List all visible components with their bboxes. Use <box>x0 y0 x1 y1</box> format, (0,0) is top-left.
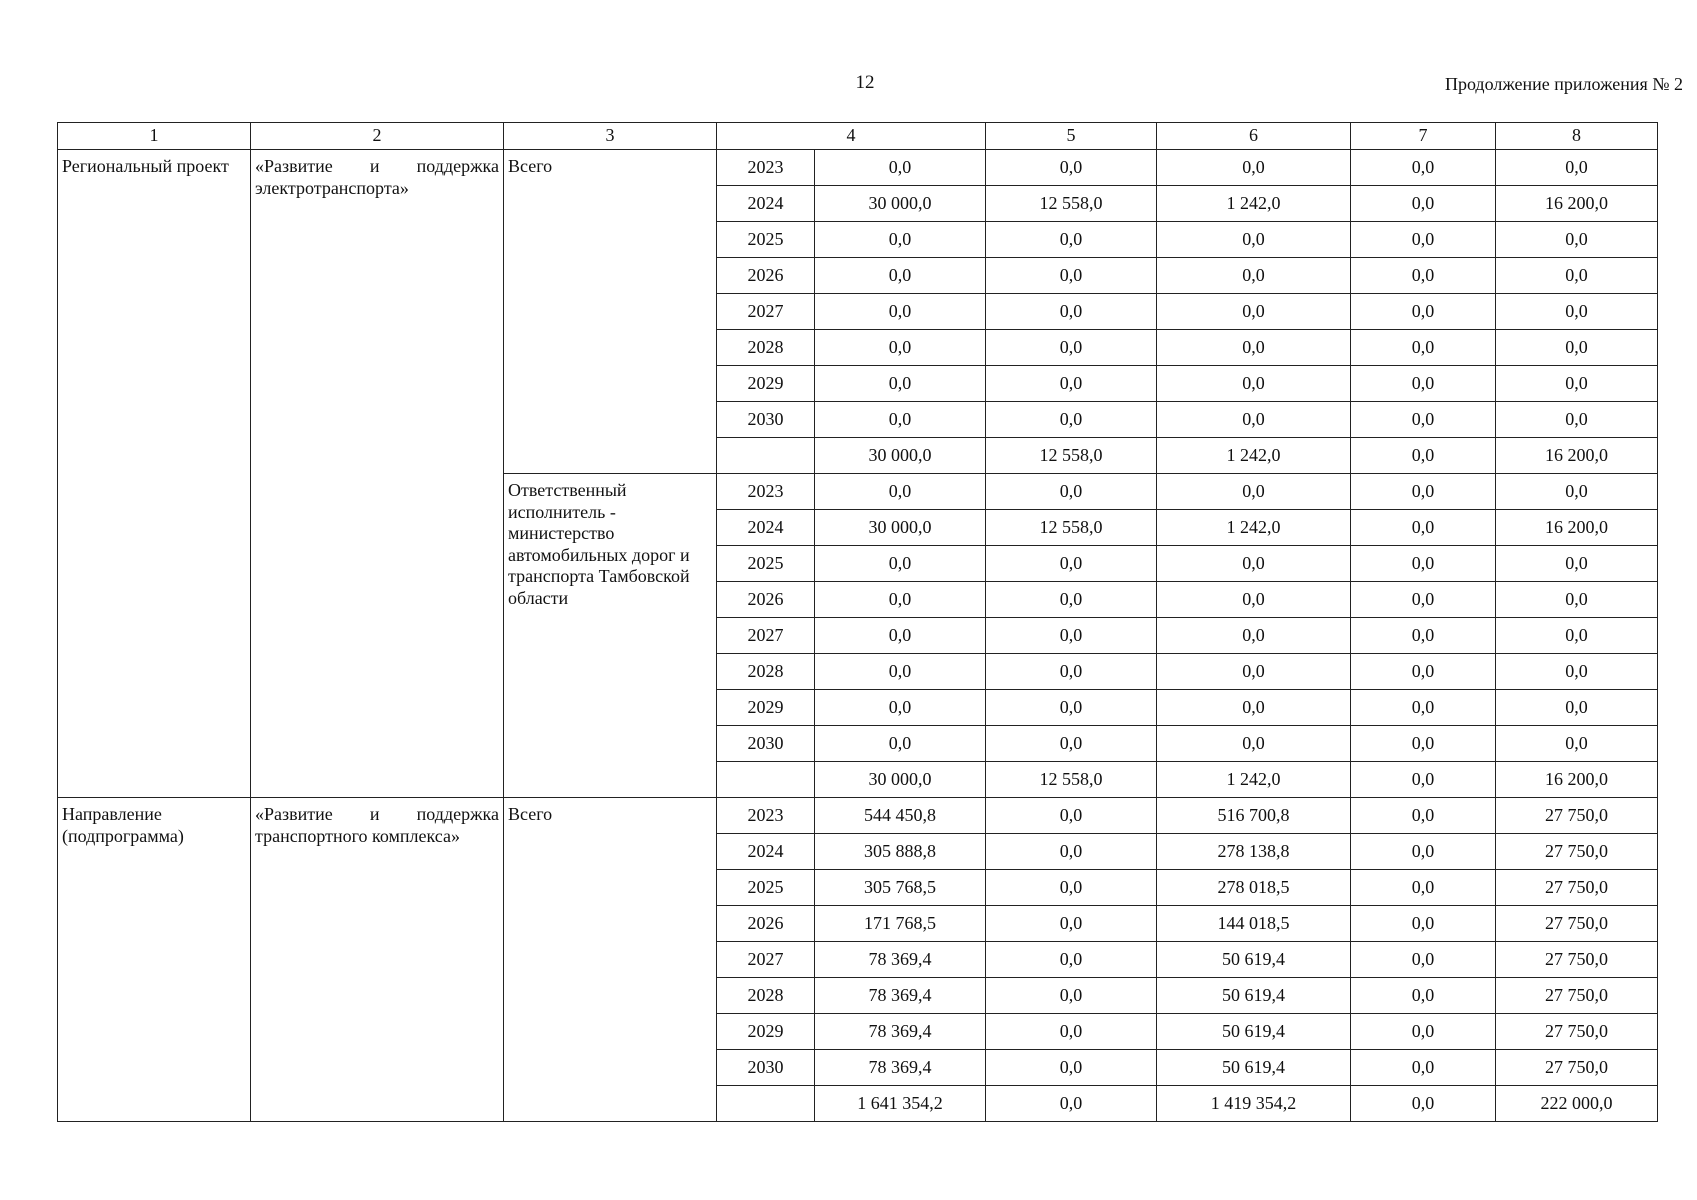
amount-cell: 1 419 354,2 <box>1157 1086 1351 1122</box>
year-cell <box>717 762 815 798</box>
year-cell <box>717 1086 815 1122</box>
amount-cell: 0,0 <box>986 726 1157 762</box>
funding-source-cell: Всего <box>504 150 717 474</box>
column-header: 1 <box>58 123 251 150</box>
amount-cell: 0,0 <box>986 330 1157 366</box>
amount-cell: 27 750,0 <box>1496 870 1658 906</box>
amount-cell: 0,0 <box>815 330 986 366</box>
amount-cell: 0,0 <box>1351 510 1496 546</box>
amount-cell: 0,0 <box>1496 654 1658 690</box>
amount-cell: 0,0 <box>1351 438 1496 474</box>
amount-cell: 0,0 <box>1351 906 1496 942</box>
table-row <box>58 798 1658 834</box>
amount-cell: 0,0 <box>986 582 1157 618</box>
amount-cell: 0,0 <box>1351 762 1496 798</box>
column-header: 2 <box>251 123 504 150</box>
column-header: 7 <box>1351 123 1496 150</box>
amount-cell: 0,0 <box>1496 294 1658 330</box>
amount-cell: 50 619,4 <box>1157 1050 1351 1086</box>
amount-cell: 0,0 <box>1496 582 1658 618</box>
amount-cell: 0,0 <box>815 150 986 186</box>
year-cell: 2023 <box>717 798 815 834</box>
year-cell: 2029 <box>717 1014 815 1050</box>
amount-cell: 27 750,0 <box>1496 1014 1658 1050</box>
column-header: 8 <box>1496 123 1658 150</box>
amount-cell: 50 619,4 <box>1157 1014 1351 1050</box>
year-cell: 2023 <box>717 474 815 510</box>
program-name-cell: «Развитие и поддержка электротранспорта» <box>251 150 504 798</box>
year-cell: 2030 <box>717 1050 815 1086</box>
amount-cell: 0,0 <box>815 726 986 762</box>
amount-cell: 0,0 <box>1351 1086 1496 1122</box>
amount-cell: 0,0 <box>986 870 1157 906</box>
amount-cell: 0,0 <box>1351 1014 1496 1050</box>
amount-cell: 0,0 <box>1351 258 1496 294</box>
amount-cell: 27 750,0 <box>1496 798 1658 834</box>
year-cell: 2026 <box>717 258 815 294</box>
amount-cell: 0,0 <box>1351 366 1496 402</box>
amount-cell: 12 558,0 <box>986 762 1157 798</box>
amount-cell: 78 369,4 <box>815 1050 986 1086</box>
amount-cell: 16 200,0 <box>1496 438 1658 474</box>
amount-cell: 0,0 <box>1351 834 1496 870</box>
amount-cell: 0,0 <box>1157 654 1351 690</box>
amount-cell: 278 018,5 <box>1157 870 1351 906</box>
amount-cell: 16 200,0 <box>1496 762 1658 798</box>
amount-cell: 50 619,4 <box>1157 942 1351 978</box>
year-cell: 2025 <box>717 546 815 582</box>
year-cell: 2026 <box>717 906 815 942</box>
amount-cell: 12 558,0 <box>986 510 1157 546</box>
amount-cell: 0,0 <box>1351 978 1496 1014</box>
amount-cell: 27 750,0 <box>1496 978 1658 1014</box>
year-cell: 2024 <box>717 186 815 222</box>
year-cell <box>717 438 815 474</box>
budget-table <box>57 122 1658 1122</box>
amount-cell: 544 450,8 <box>815 798 986 834</box>
page-number: 12 <box>855 72 875 93</box>
amount-cell: 0,0 <box>1351 690 1496 726</box>
amount-cell: 0,0 <box>986 1050 1157 1086</box>
amount-cell: 1 242,0 <box>1157 510 1351 546</box>
amount-cell: 0,0 <box>1496 402 1658 438</box>
amount-cell: 0,0 <box>1351 186 1496 222</box>
program-name-cell: «Развитие и поддержка транспортного комплекса» <box>251 798 504 1122</box>
amount-cell: 0,0 <box>986 402 1157 438</box>
amount-cell: 0,0 <box>1351 150 1496 186</box>
funding-source-cell: Ответственный исполнитель - министерство автомобильных дорог и транспорта Тамбовской области <box>504 474 717 798</box>
amount-cell: 0,0 <box>1157 294 1351 330</box>
amount-cell: 0,0 <box>1496 474 1658 510</box>
year-cell: 2029 <box>717 366 815 402</box>
amount-cell: 0,0 <box>1157 150 1351 186</box>
column-header: 6 <box>1157 123 1351 150</box>
year-cell: 2024 <box>717 510 815 546</box>
amount-cell: 0,0 <box>986 1086 1157 1122</box>
year-cell: 2024 <box>717 834 815 870</box>
amount-cell: 0,0 <box>1351 330 1496 366</box>
amount-cell: 1 242,0 <box>1157 762 1351 798</box>
year-cell: 2023 <box>717 150 815 186</box>
amount-cell: 0,0 <box>1157 366 1351 402</box>
year-cell: 2030 <box>717 726 815 762</box>
year-cell: 2026 <box>717 582 815 618</box>
amount-cell: 0,0 <box>1351 294 1496 330</box>
amount-cell: 27 750,0 <box>1496 1050 1658 1086</box>
amount-cell: 0,0 <box>986 978 1157 1014</box>
amount-cell: 0,0 <box>815 582 986 618</box>
amount-cell: 0,0 <box>1496 222 1658 258</box>
year-cell: 2028 <box>717 330 815 366</box>
row-type-cell: Направление (подпрограмма) <box>58 798 251 1122</box>
year-cell: 2027 <box>717 942 815 978</box>
amount-cell: 305 888,8 <box>815 834 986 870</box>
year-cell: 2028 <box>717 978 815 1014</box>
amount-cell: 50 619,4 <box>1157 978 1351 1014</box>
amount-cell: 0,0 <box>815 294 986 330</box>
year-cell: 2030 <box>717 402 815 438</box>
amount-cell: 0,0 <box>986 546 1157 582</box>
amount-cell: 30 000,0 <box>815 762 986 798</box>
column-header-row <box>58 123 1658 150</box>
amount-cell: 0,0 <box>1496 546 1658 582</box>
amount-cell: 0,0 <box>986 1014 1157 1050</box>
amount-cell: 305 768,5 <box>815 870 986 906</box>
amount-cell: 0,0 <box>1157 690 1351 726</box>
amount-cell: 0,0 <box>1157 546 1351 582</box>
amount-cell: 0,0 <box>1157 330 1351 366</box>
amount-cell: 1 242,0 <box>1157 186 1351 222</box>
amount-cell: 78 369,4 <box>815 1014 986 1050</box>
amount-cell: 0,0 <box>815 402 986 438</box>
row-type-cell: Региональный проект <box>58 150 251 798</box>
year-cell: 2027 <box>717 618 815 654</box>
column-header: 3 <box>504 123 717 150</box>
amount-cell: 0,0 <box>1351 618 1496 654</box>
amount-cell: 0,0 <box>986 366 1157 402</box>
amount-cell: 1 641 354,2 <box>815 1086 986 1122</box>
amount-cell: 0,0 <box>815 690 986 726</box>
amount-cell: 0,0 <box>1157 402 1351 438</box>
year-cell: 2025 <box>717 870 815 906</box>
amount-cell: 0,0 <box>1351 474 1496 510</box>
amount-cell: 0,0 <box>986 690 1157 726</box>
amount-cell: 0,0 <box>986 798 1157 834</box>
amount-cell: 0,0 <box>1157 726 1351 762</box>
amount-cell: 0,0 <box>1351 942 1496 978</box>
table-row <box>58 150 1658 186</box>
amount-cell: 0,0 <box>1496 690 1658 726</box>
amount-cell: 0,0 <box>1157 222 1351 258</box>
amount-cell: 0,0 <box>986 906 1157 942</box>
amount-cell: 0,0 <box>1496 150 1658 186</box>
amount-cell: 0,0 <box>986 474 1157 510</box>
column-header: 5 <box>986 123 1157 150</box>
amount-cell: 0,0 <box>815 654 986 690</box>
amount-cell: 0,0 <box>1351 654 1496 690</box>
amount-cell: 0,0 <box>815 222 986 258</box>
amount-cell: 0,0 <box>986 258 1157 294</box>
amount-cell: 0,0 <box>1351 402 1496 438</box>
year-cell: 2029 <box>717 690 815 726</box>
amount-cell: 222 000,0 <box>1496 1086 1658 1122</box>
amount-cell: 0,0 <box>986 294 1157 330</box>
amount-cell: 0,0 <box>1351 1050 1496 1086</box>
year-cell: 2027 <box>717 294 815 330</box>
amount-cell: 78 369,4 <box>815 978 986 1014</box>
amount-cell: 30 000,0 <box>815 186 986 222</box>
amount-cell: 0,0 <box>1351 798 1496 834</box>
amount-cell: 0,0 <box>1351 870 1496 906</box>
amount-cell: 0,0 <box>1496 330 1658 366</box>
amount-cell: 0,0 <box>1157 582 1351 618</box>
amount-cell: 16 200,0 <box>1496 510 1658 546</box>
amount-cell: 0,0 <box>815 546 986 582</box>
amount-cell: 27 750,0 <box>1496 834 1658 870</box>
year-cell: 2025 <box>717 222 815 258</box>
amount-cell: 0,0 <box>986 618 1157 654</box>
amount-cell: 0,0 <box>1496 726 1658 762</box>
amount-cell: 30 000,0 <box>815 438 986 474</box>
amount-cell: 0,0 <box>986 654 1157 690</box>
amount-cell: 30 000,0 <box>815 510 986 546</box>
amount-cell: 0,0 <box>815 618 986 654</box>
amount-cell: 0,0 <box>1157 474 1351 510</box>
amount-cell: 1 242,0 <box>1157 438 1351 474</box>
amount-cell: 0,0 <box>986 222 1157 258</box>
amount-cell: 0,0 <box>1157 258 1351 294</box>
appendix-note: Продолжение приложения № 2 <box>1444 74 1683 94</box>
amount-cell: 171 768,5 <box>815 906 986 942</box>
amount-cell: 0,0 <box>1351 582 1496 618</box>
amount-cell: 0,0 <box>815 366 986 402</box>
column-header: 4 <box>717 123 986 150</box>
amount-cell: 0,0 <box>1496 366 1658 402</box>
year-cell: 2028 <box>717 654 815 690</box>
amount-cell: 78 369,4 <box>815 942 986 978</box>
amount-cell: 516 700,8 <box>1157 798 1351 834</box>
amount-cell: 27 750,0 <box>1496 942 1658 978</box>
amount-cell: 0,0 <box>815 258 986 294</box>
amount-cell: 278 138,8 <box>1157 834 1351 870</box>
amount-cell: 0,0 <box>986 834 1157 870</box>
amount-cell: 144 018,5 <box>1157 906 1351 942</box>
amount-cell: 27 750,0 <box>1496 906 1658 942</box>
amount-cell: 0,0 <box>1351 726 1496 762</box>
amount-cell: 0,0 <box>986 150 1157 186</box>
amount-cell: 12 558,0 <box>986 186 1157 222</box>
amount-cell: 0,0 <box>1496 258 1658 294</box>
amount-cell: 0,0 <box>815 474 986 510</box>
amount-cell: 0,0 <box>1157 618 1351 654</box>
amount-cell: 0,0 <box>1351 546 1496 582</box>
funding-source-cell: Всего <box>504 798 717 1122</box>
amount-cell: 12 558,0 <box>986 438 1157 474</box>
amount-cell: 0,0 <box>986 942 1157 978</box>
amount-cell: 0,0 <box>1496 618 1658 654</box>
amount-cell: 0,0 <box>1351 222 1496 258</box>
amount-cell: 16 200,0 <box>1496 186 1658 222</box>
